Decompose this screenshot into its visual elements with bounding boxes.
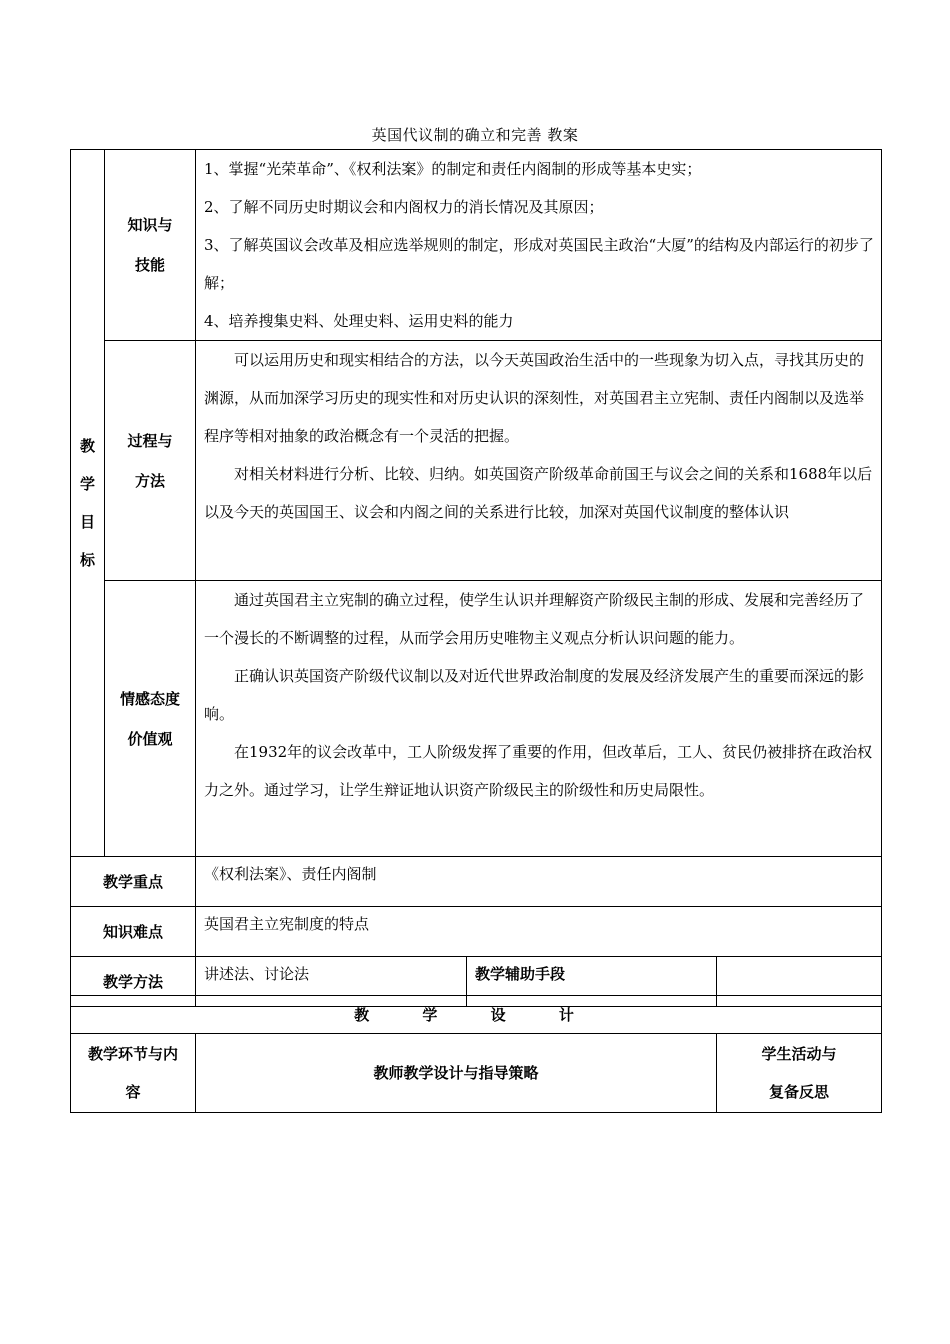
process-paragraph: 对相关材料进行分析、比较、归纳。如英国资产阶级革命前国王与议会之间的关系和1688年以后以及今天的英国国王、议会和内阁之间的关系进行比较，加深对英国代议制度的整体认识 (204, 465, 873, 521)
teaching-aids-label: 教学辅助手段 (467, 957, 717, 1007)
emotion-paragraph: 在1932年的议会改革中，工人阶级发挥了重要的作用，但改革后，工人、贫民仍被排挤在政治权力之外。通过学习，让学生辩证地认识资产阶级民主的阶级性和历史局限性。 (204, 743, 873, 799)
difficulty-value: 英国君主立宪制度的特点 (196, 907, 882, 957)
emotion-paragraph: 通过英国君主立宪制的确立过程，使学生认识并理解资产阶级民主制的形成、发展和完善经历了一个漫长的不断调整的过程，从而学会用历史唯物主义观点分析认识问题的能力。 (204, 591, 865, 647)
objective-process-row (71, 341, 882, 581)
design-col-strategy: 教师教学设计与指导策略 (196, 1034, 717, 1113)
knowledge-label-line: 知识与 (127, 216, 173, 234)
knowledge-item: 1、掌握“光荣革命”、《权利法案》的制定和责任内阁制的形成等基本史实； (204, 160, 702, 178)
methods-value: 讲述法、讨论法 (196, 957, 467, 1007)
design-col-stage-line: 教学环节与内 (87, 1045, 178, 1063)
difficulty-row (71, 907, 882, 957)
knowledge-item: 3、了解英国议会改革及相应选举规则的制定，形成对英国民主政治“大厦”的结构及内部运行的初步了解； (204, 236, 874, 292)
knowledge-label-line: 技能 (134, 256, 165, 274)
difficulty-label: 知识难点 (71, 907, 196, 957)
category-char: 教 (79, 437, 95, 455)
key-points-row (71, 857, 882, 907)
category-char: 目 (79, 513, 95, 531)
objectives-category (71, 150, 105, 857)
emotion-label-line: 价值观 (127, 729, 173, 748)
lesson-plan-table (70, 149, 882, 1007)
emotion-label (105, 581, 196, 857)
process-content (196, 341, 882, 581)
design-col-stage (71, 1034, 196, 1113)
process-paragraph: 可以运用历史和现实相结合的方法，以今天英国政治生活中的一些现象为切入点，寻找其历史的渊源，从而加深学习历史的现实性和对历史认识的深刻性，对英国君主立宪制、责任内阁制以及选举程序等相对抽象的政治概念有一个灵活的把握。 (204, 351, 865, 445)
design-col-stage-line: 容 (125, 1083, 141, 1101)
design-col-reflection-line: 学生活动与 (761, 1045, 837, 1063)
knowledge-item: 4、培养搜集史料、处理史料、运用史料的能力 (204, 312, 514, 330)
process-label-line: 过程与 (127, 431, 173, 450)
objective-knowledge-row (71, 150, 882, 341)
knowledge-item: 2、了解不同历史时期议会和内阁权力的消长情况及其原因； (204, 198, 604, 216)
key-points-value: 《权利法案》、责任内阁制 (196, 857, 882, 907)
key-points-label: 教学重点 (71, 857, 196, 907)
emotion-content (196, 581, 882, 857)
category-char: 标 (79, 551, 95, 569)
design-col-reflection-line: 复备反思 (769, 1083, 830, 1101)
knowledge-content (196, 150, 882, 341)
objective-emotion-row (71, 581, 882, 857)
teaching-design-table (70, 995, 882, 1113)
emotion-paragraph: 正确认识英国资产阶级代议制以及对近代世界政治制度的发展及经济发展产生的重要而深远的影响。 (204, 667, 865, 723)
knowledge-label (105, 150, 196, 341)
process-label-line: 方法 (134, 471, 165, 490)
methods-label: 教学方法 (71, 957, 196, 1007)
design-title: 教 学 设 计 (71, 996, 882, 1034)
emotion-label-line: 情感态度 (119, 689, 180, 708)
process-label (105, 341, 196, 581)
document-title: 英国代议制的确立和完善 教案 (371, 126, 579, 144)
category-char: 学 (79, 475, 95, 493)
design-col-reflection (717, 1034, 882, 1113)
